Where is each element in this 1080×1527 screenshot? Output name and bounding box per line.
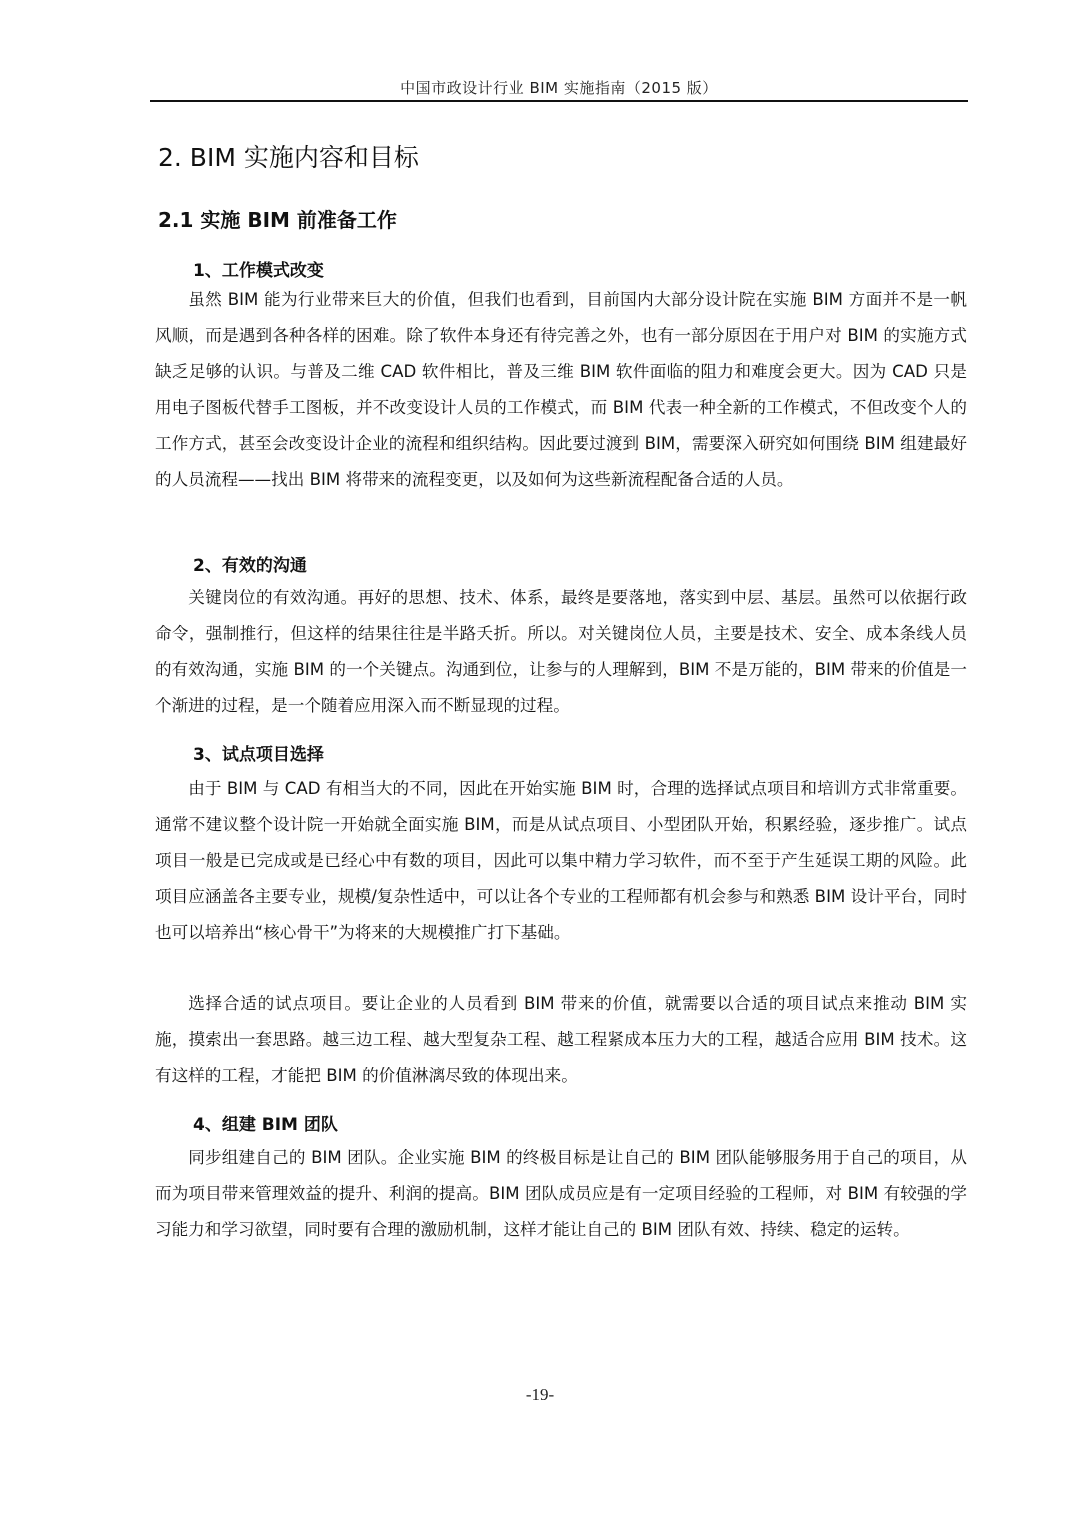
paragraph-bim-team: 同步组建自己的 BIM 团队。企业实施 BIM 的终极目标是让自己的 BIM 团队能够服务用于自己的项目，从而为项目带来管理效益的提升、利润的提高。BIM 团队成员应是有一定项目经验的工程师，对 BIM 有较强的学习能力和学习欲望，同时要有合理的激励机制，这样才能让自己的 BIM 团队有效、持续、稳定的运转。 xyxy=(155,1148,967,1239)
paragraph-work-mode: 虽然 BIM 能为行业带来巨大的价值，但我们也看到，目前国内大部分设计院在实施 BIM 方面并不是一帆风顺，而是遇到各种各样的困难。除了软件本身还有待完善之外，也有一部分原因在于用户对 BIM 的实施方式缺乏足够的认识。与普及二维 CAD 软件相比，普及三维 BIM 软件面临的阻力和难度会更大。因为 CAD 只是用电子图板代替手工图板，并不改变设计人员的工作模式，而 BIM 代表一种全新的工作模式，不但改变个人的工作方式，甚至会改变设计企业的流程和组织结构。因此要过渡到 BIM，需要深入研究如何围绕 BIM 组建最好的人员流程——找出 BIM 将带来的流程变更，以及如何为这些新流程配备合适的人员。 xyxy=(155,290,967,489)
paragraph-pilot-project-1: 由于 BIM 与 CAD 有相当大的不同，因此在开始实施 BIM 时，合理的选择试点项目和培训方式非常重要。通常不建议整个设计院一开始就全面实施 BIM，而是从试点项目、小型团队开始，积累经验，逐步推广。试点项目一般是已完成或是已经心中有数的项目，因此可以集中精力学习软件，而不至于产生延误工期的风险。此项目应涵盖各主要专业，规模/复杂性适中，可以让各个专业的工程师都有机会参与和熟悉 BIM 设计平台，同时也可以培养出“核心骨干”为将来的大规模推广打下基础。 xyxy=(155,779,967,942)
header-rule xyxy=(150,100,968,102)
running-header: 中国市政设计行业 BIM 实施指南（2015 版） xyxy=(400,79,718,97)
subsection-title-work-mode: 1、工作模式改变 xyxy=(193,261,324,281)
chapter-title: 2. BIM 实施内容和目标 xyxy=(158,143,419,172)
subsection-title-communication: 2、有效的沟通 xyxy=(193,556,307,576)
page-number: -19- xyxy=(525,1385,555,1404)
subsection-title-bim-team: 4、组建 BIM 团队 xyxy=(193,1115,338,1135)
paragraph-pilot-project-2: 选择合适的试点项目。要让企业的人员看到 BIM 带来的价值，就需要以合适的项目试点来推动 BIM 实施，摸索出一套思路。越三边工程、越大型复杂工程、越工程紧成本压力大的工程，越适合应用 BIM 技术。这有这样的工程，才能把 BIM 的价值淋漓尽致的体现出来。 xyxy=(155,994,967,1085)
section-title: 2.1 实施 BIM 前准备工作 xyxy=(158,208,397,232)
subsection-title-pilot-project: 3、试点项目选择 xyxy=(193,745,324,765)
paragraph-communication: 关键岗位的有效沟通。再好的思想、技术、体系，最终是要落地，落实到中层、基层。虽然可以依据行政命令，强制推行，但这样的结果往往是半路夭折。所以。对关键岗位人员，主要是技术、安全、成本条线人员的有效沟通，实施 BIM 的一个关键点。沟通到位，让参与的人理解到，BIM 不是万能的，BIM 带来的价值是一个渐进的过程，是一个随着应用深入而不断显现的过程。 xyxy=(155,588,967,715)
